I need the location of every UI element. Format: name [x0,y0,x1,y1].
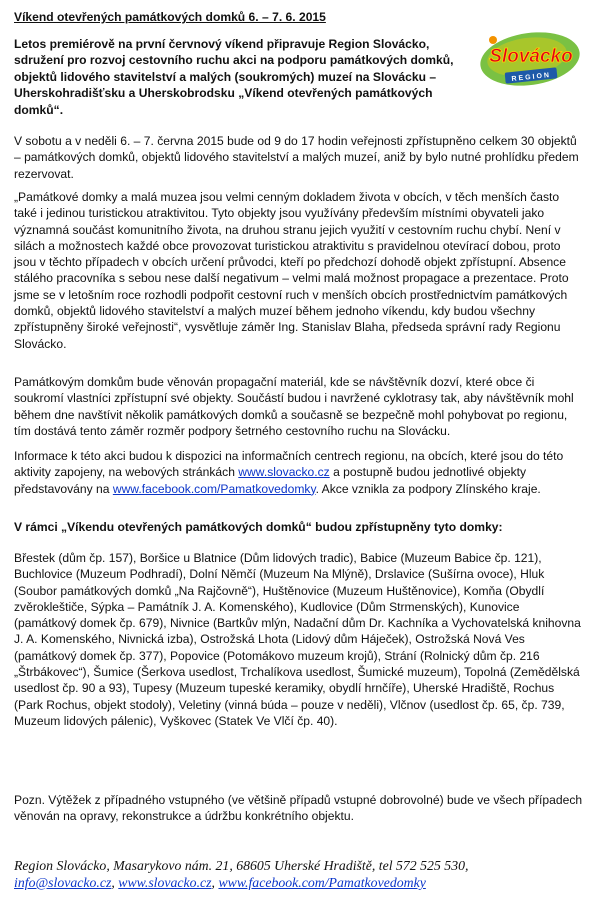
info-text-1: Informace k této akci budou k dispozici na informačních centrech regionu, na obcích, které jsou do této aktivity zapojeny, na webových stránkách [14,449,564,480]
paragraph-promotion: Památkovým domkům bude věnován propagační materiál, kde se návštěvník dozví, které obce či soukromí vlastníci zpřístupní své objekty. Součástí budou i navržené cyklotrasy tak, aby návštěvník mohl během dne navštívit několik památkových domků a současně se bezpečně mohl pohybovat po regionu, tím dostává tento záměr rozměr podpory šetrného cestovního ruchu na Slovácku. [14,375,574,438]
footer-separator: , [111,875,119,890]
footer-links [14,874,588,891]
facebook-link[interactable]: www.facebook.com/Pamatkovedomky [112,481,316,496]
press-release-page [14,0,588,900]
info-text-3: . Akce vznikla za podpory Zlínského kraje. [315,481,541,496]
region-slovacko-logo [475,26,585,90]
slovacko-web-link[interactable]: www.slovacko.cz [238,465,330,480]
lead-paragraph: Letos premiérově na první červnový víkend připravuje Region Slovácko, sdružení pro rozvoj cestovního ruchu akci na podporu památkových domků, objektů lidového stavitelství a malých (soukromých) muzeí na Slovácku – Uherskohradišťsku a Uherskobrodsku „Víkend otevřených památkových domků“. [14,37,454,117]
footer-address: Region Slovácko, Masarykovo nám. 21, 68605 Uherské Hradiště, tel 572 525 530, [14,858,469,873]
note-paragraph: Pozn. Výtěžek z případného vstupného (ve většině případů vstupné dobrovolné) bude ve všech případech věnován na opravy, rekonstrukce a údržbu konkrétního objektu. [14,793,583,824]
footer-facebook-link[interactable]: www.facebook.com/Pamatkovedomky [218,875,426,890]
footer-separator: , [211,875,219,890]
logo-wordmark: Slovácko [489,46,573,67]
info-text-2: a postupně budou jednotlivé objekty představovány na [14,465,527,496]
logo-subtitle: REGION [511,71,552,84]
document-title: Víkend otevřených památkových domků 6. – 7. 6. 2015 [14,10,326,24]
paragraph-information [14,448,584,497]
paragraph-dates: V sobotu a v neděli 6. – 7. června 2015 bude od 9 do 17 hodin veřejnosti zpřístupněno celkem 30 objektů – památkových domků, objektů lidového stavitelství a malých muzeí, aniž by bylo nutné prohlídku předem rezervovat. [14,134,579,181]
footer-web-link[interactable]: www.slovacko.cz [118,875,212,890]
footer-contact [14,857,588,891]
paragraph-quote: „Památkové domky a malá muzea jsou velmi cenným dokladem života v obcích, v těch menších často také i jedinou turistickou atraktivitou. Tyto objekty jsou využívány především místními obyvateli jako významná součást komunitního života, na druhou stranu jejich využití v cestovním ruchu chybí. Není v silách a možnostech každé obce provozovat turistickou atraktivitu s pravidelnou otevírací dobou, proto jsou v těchto případech v obcích určení průvodci, kteří po předchozí dohodě objekt zpřístupní. Absence stálého pracovníka s sebou nese další negativum – velmi malá možnost propagace a prezentace. Proto jsme se v letošním roce rozhodli podpořit cestovní ruch v menších obcích prostřednictvím památkových domků, objektů lidového stavitelství a malých muzeí během jednoho víkendu, kdy budou všechny zpřístupněny široké veřejnosti“, vysvětluje záměr Ing. Stanislav Blaha, předseda správní rady Regionu Slovácko. [14,190,569,351]
houses-list: Břestek (dům čp. 157), Boršice u Blatnice (Dům lidových tradic), Babice (Muzeum Babice čp. 121), Buchlovice (Muzeum Podhradí), Dolní Němčí (Muzeum Na Mlýně), Drslavice (Sušírna ovoce), Hluk (Soubor památkových domků „Na Rajčovně“), Huštěnovice (Muzeum Huštěnovice), Komňa (Obydlí zvěrokleštiče, Sýpka – Památník J. A. Komenského), Kudlovice (Dům Strmenských), Kunovice (památkový domek čp. 679), Nivnice (Bartkův mlýn, Nadační dům Dr. Kachníka a Vychovatelská knihovna J. A. Komenského, Nivnická izba), Ostrožská Lhota (Lidový dům Háječek), Ostrožská Nová Ves (památkový domek čp. 377), Popovice (Potomákovo muzeum krojů), Strání (Rolnický dům čp. 216 „Štrbákovec“), Šumice (Šerkova usedlost, Trchalíkova usedlost, Šumické muzeum), Topolná (Zemědělská usedlost čp. 90 a 93), Tupesy (Muzeum tupeské keramiky, obydlí hrnčíře), Uherské Hradiště, Rochus (Park Rochus, objekt stodoly), Veletiny (vinná búda – pouze v neděli), Vlčnov (usedlost čp. 65, čp. 739, Muzeum lidových pálenic), Vyškovec (Statek Ve Vlčí čp. 40). [14,551,581,728]
footer-email-link[interactable]: info@slovacko.cz [14,875,112,890]
houses-list-heading: V rámci „Víkendu otevřených památkových domků“ budou zpřístupněny tyto domky: [14,520,503,534]
